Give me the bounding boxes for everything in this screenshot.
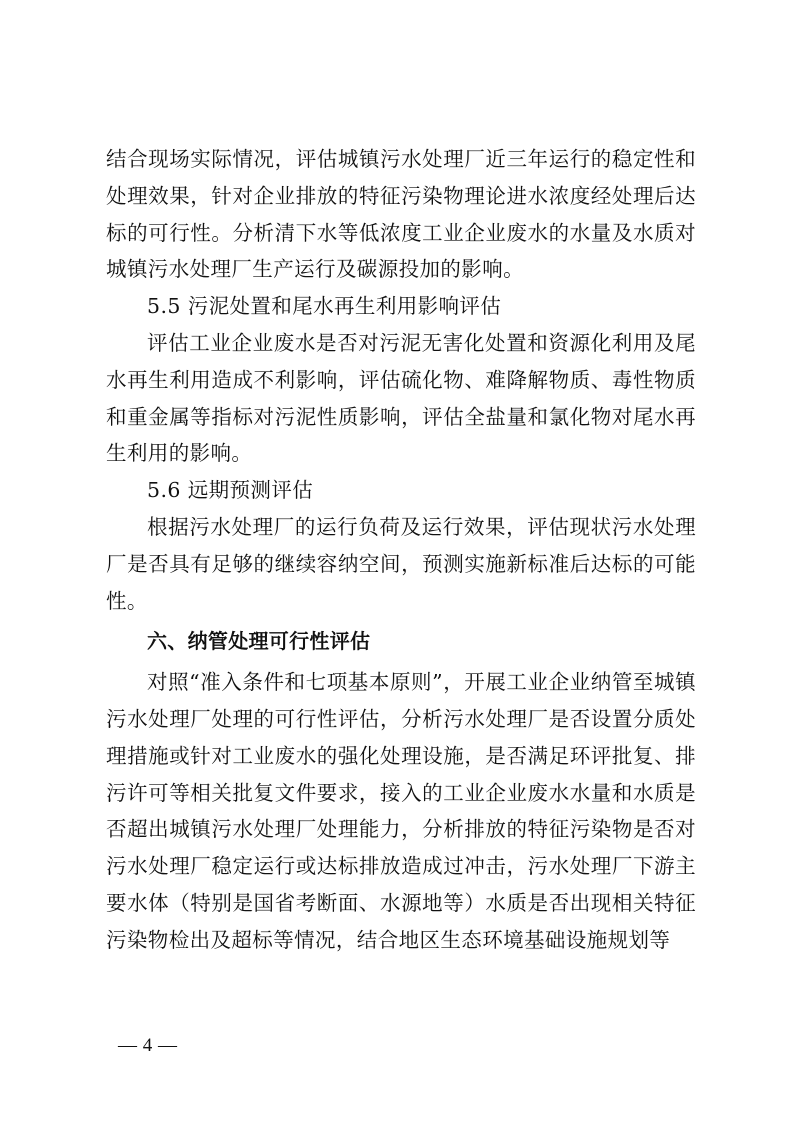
- paragraph-sludge-evaluation: 评估工业企业废水是否对污泥无害化处置和资源化利用及尾水再生利用造成不利影响，评估硫化物、难降解物质、毒性物质和重金属等指标对污泥性质影响，评估全盐量和氯化物对尾水再生利用的影响。: [106, 330, 696, 466]
- document-body: [106, 141, 696, 959]
- subheading-5-6: 5.6 远期预测评估: [147, 478, 314, 503]
- subheading-5-5: 5.5 污泥处置和尾水再生利用影响评估: [147, 294, 502, 319]
- page-number: — 4 —: [118, 1035, 178, 1056]
- paragraph-situation-evaluation: 结合现场实际情况，评估城镇污水处理厂近三年运行的稳定性和处理效果，针对企业排放的特征污染物理论进水浓度经处理后达标的可行性。分析清下水等低浓度工业企业废水的水量及水质对城镇污水处理厂生产运行及碳源投加的影响。: [106, 147, 696, 282]
- paragraph-feasibility-evaluation: 对照“准入条件和七项基本原则”，开展工业企业纳管至城镇污水处理厂处理的可行性评估，分析污水处理厂是否设置分质处理措施或针对工业废水的强化处理设施，是否满足环评批复、排污许可等相关批复文件要求，接入的工业企业废水水量和水质是否超出城镇污水处理厂处理能力，分析排放的特征污染物是否对污水处理厂稳定运行或达标排放造成过冲击，污水处理厂下游主要水体（特别是国省考断面、水源地等）水质是否出现相关特征污染物检出及超标等情况，结合地区生态环境基础设施规划等: [106, 670, 696, 952]
- section-heading-6: 六、纳管处理可行性评估: [147, 629, 371, 654]
- paragraph-long-term-forecast: 根据污水处理厂的运行负荷及运行效果，评估现状污水处理厂是否具有足够的继续容纳空间，预测实施新标准后达标的可能性。: [106, 514, 696, 613]
